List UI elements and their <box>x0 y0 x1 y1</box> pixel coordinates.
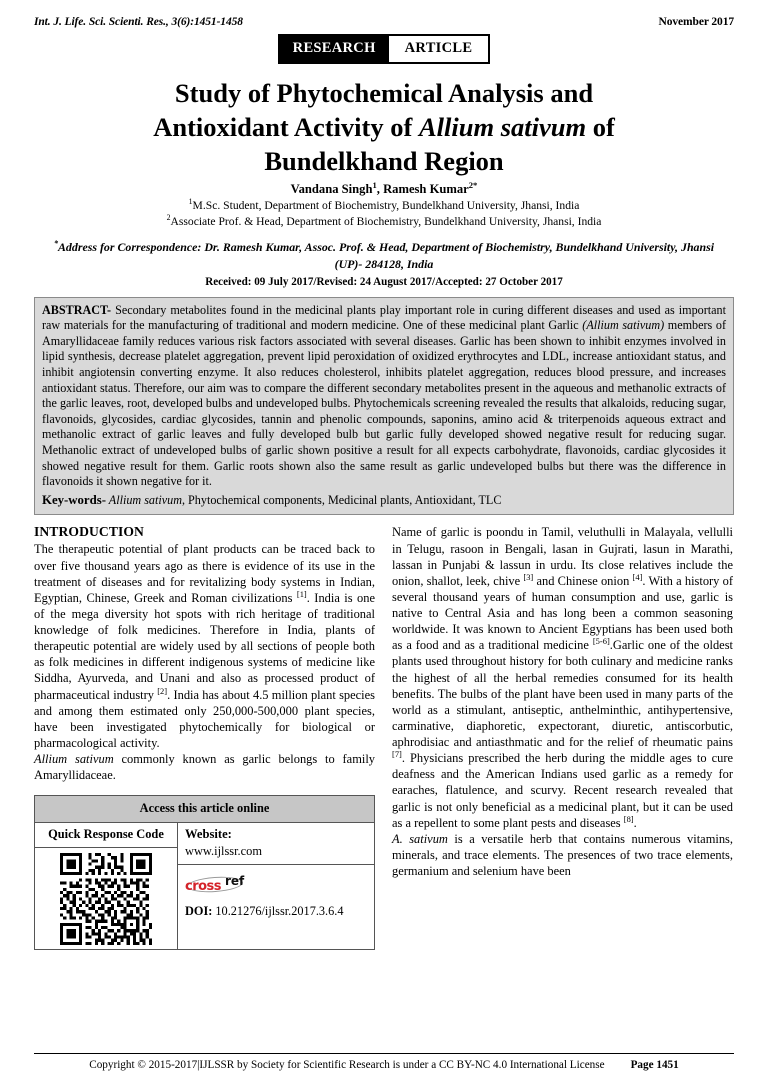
qr-code-container[interactable] <box>35 848 177 949</box>
access-box-heading: Access this article online <box>35 796 374 823</box>
correspondence-address <box>34 239 734 273</box>
right-p1-d: .Garlic one of the oldest plants used throughout history for both culinary and medicine ranks the highest of all the herbal remedies consumed for its health benefits. The bulbs of the plant have been used in many parts of the world as a stimulant, antiseptic, anthelminthic, antihypertensive, carminative, diaphoretic, expectorant, diuretic, antiscorbutic, aphrodisiac and antiasthmatic and for the relief of rheumatic pains <box>392 638 733 750</box>
author-name-1: Vandana Singh <box>290 181 373 196</box>
citation-ref-7: [7] <box>392 749 402 760</box>
title-line-3: Bundelkhand Region <box>264 145 504 176</box>
affiliation-1 <box>34 198 734 214</box>
right-p2-rest: is a versatile herb that contains numerous vitamins, minerals, and trace elements. The presences of two trace elements, germanium and selenium have been <box>392 831 733 879</box>
issue-date: November 2017 <box>658 16 734 28</box>
intro-species-name: Allium sativum <box>34 752 114 767</box>
affiliation-1-marker: 1 <box>188 196 193 206</box>
page-title <box>34 77 734 179</box>
citation-ref-4: [4] <box>632 571 643 582</box>
page-number: Page 1451 <box>630 1059 679 1071</box>
access-article-online-box <box>34 795 375 950</box>
page-footer <box>34 1053 734 1071</box>
journal-citation: Int. J. Life. Sci. Scienti. Res., 3(6):1451-1458 <box>34 16 243 28</box>
correspondence-marker: * <box>53 238 58 248</box>
intro-p1-b: . India is one of the mega diversity hot spots with rich heritage of traditional knowledge of folk medicines. Therefore in India, plants of therapeutic potential are widely used by all sections of people both as folk medicines in different indigenous systems of medicine like Siddha, Ayurveda, and Unani and also as processed product of pharmaceutical industry <box>34 590 375 702</box>
keywords-species-name: Allium sativum <box>105 492 182 507</box>
left-column <box>34 524 375 950</box>
citation-ref-5-6: [5-6] <box>592 636 610 647</box>
intro-p1-c: . India has about 4.5 million plant species and among them estimated only 250,000-500,000 plant species, have been investigated phytochemically for biological or pharmacological activity. <box>34 687 375 750</box>
keywords-label: Key-words- <box>42 492 106 507</box>
submission-dates: Received: 09 July 2017/Revised: 24 August 2017/Accepted: 27 October 2017 <box>205 275 563 288</box>
right-p1-f: . <box>633 815 637 830</box>
info-column <box>178 823 374 949</box>
correspondence-line-2: University, Jhansi (UP)- 284128, India <box>334 239 715 271</box>
crossref-logo-icon <box>185 874 263 895</box>
abstract-text-part-2: members of Amaryllidaceae family reduces various risk factors associated with several diseases. Garlic has been shown to inhibit enzymes involved in lipid synthesis, decrease platelet aggregation, prevent lipid peroxidation of oxidized erythrocytes and LDL, increase antioxidant status, and inhibit angiotensin converting enzyme. It also reduces cholesterol, inhibits platelet aggregation, reduces blood pressure, and increases antioxidant status. Therefore, our aim was to compare the different secondary metabolites present in the aqueous and methanolic extracts of the garlic leaves, root, developed bulbs and undeveloped bulbs. Phytochemicals screening revealed the results that alkaloids, reducing sugar, flavonoids, glycosides, cardiac glycosides, tannin and phenolic compounds, saponins, amino acid & triterpenoids aqueous extract and methanolic extract of garlic leaves and fully developed bulb but garlic fully developed showed negative result for reducing sugar. Methanolic extract of undeveloped bulbs of garlic shown positive a result for all expects carbohydrate, flavonoids, cardiac glycosides it showed negative result for them. Garlic roots shown also the same result as garlic undeveloped bulbs but there was the difference in flavonoids it shown negative for it. <box>42 318 727 489</box>
body-columns <box>34 524 734 950</box>
access-box-body <box>35 823 374 949</box>
running-head <box>34 16 734 28</box>
abstract-label: ABSTRACT- <box>42 302 112 317</box>
website-label: Website: <box>185 827 232 842</box>
doi-value[interactable]: 10.21276/ijlssr.2017.3.6.4 <box>212 904 344 919</box>
right-p1-a: Name of garlic is poondu in Tamil, veluthulli in Malayala, vellulli in Telugu, rasoon in Bengali, lasan in Gujrati, lasun in Marathi, lassan in Punjabi & lassun in urdu. Its close relatives include the onion, shallot, leek, chive <box>392 525 733 588</box>
right-p1-c: . With a history of several thousand years of human consumption and use, garlic is native to Central Asia and has long been a common seasoning worldwide. It was known to Ancient Egyptians has been used both as a food and as a traditional medicine <box>392 573 733 653</box>
author-2-affiliation-marker: 2* <box>468 179 478 190</box>
abstract-text-part-1: Secondary metabolites found in the medicinal plants play important role in curing different diseases and used as important raw materials for the manufacturing of traditional and modern medicine. One of these medicinal plant Garlic <box>42 302 726 333</box>
right-p1-b: and Chinese onion <box>533 573 633 588</box>
intro-paragraph-2 <box>34 751 375 783</box>
affiliation-2-text: Associate Prof. & Head, Department of Biochemistry, Bundelkhand University, Jhansi, India <box>170 214 602 228</box>
intro-p1-a: The therapeutic potential of plant products can be traced back to over five thousand years ago as there is evidence of its use in the treatment of diseases and for revitalizing body systems in Indian, Egyptian, Chinese, Greek and Roman civilizations <box>34 542 375 605</box>
doi-cell <box>178 865 374 949</box>
abstract-species-name: (Allium sativum) <box>582 318 665 333</box>
title-line-2-post: of <box>586 111 615 142</box>
copyright-notice: Copyright © 2015-2017|IJLSSR by Society for Scientific Research is under a CC BY-NC 4.0 International License <box>89 1059 605 1071</box>
right-paragraph-2 <box>392 831 733 879</box>
intro-paragraph-1 <box>34 541 375 751</box>
affiliation-2-marker: 2 <box>166 212 171 222</box>
author-separator: , <box>376 181 384 196</box>
banner-research-label: RESEARCH <box>280 36 389 62</box>
doi-label: DOI: <box>185 904 213 919</box>
abstract-box <box>34 297 734 516</box>
right-paragraph-1 <box>392 524 733 830</box>
crossref-logo-ref-text: ref <box>225 874 245 889</box>
keywords-line <box>42 492 726 509</box>
author-list <box>34 179 734 197</box>
doi-line <box>185 904 367 919</box>
right-p1-e: . Physicians prescribed the herb during the middle ages to cure deafness and the American Indians used garlic as a remedy for earaches, flatulence, and scurvy. Recent research revealed that garlic is not only beneficial as a medicinal plant, but it can be used as a repellent to some plant pests and diseases <box>392 751 733 830</box>
affiliation-2 <box>34 214 734 230</box>
author-1-affiliation-marker: 1 <box>372 179 377 190</box>
citation-ref-1: [1] <box>296 588 307 599</box>
section-heading-introduction: INTRODUCTION <box>34 524 144 540</box>
qr-column <box>35 823 178 949</box>
citation-ref-2: [2] <box>157 685 168 696</box>
right-column <box>392 524 733 950</box>
title-line-1: Study of Phytochemical Analysis and <box>174 78 594 108</box>
abstract-paragraph <box>42 303 726 490</box>
title-species-name: Allium sativum <box>418 111 587 142</box>
citation-ref-8: [8] <box>623 813 634 824</box>
qr-column-heading: Quick Response Code <box>35 823 177 848</box>
banner-article-label: ARTICLE <box>389 36 489 62</box>
keywords-list: , Phytochemical components, Medicinal plants, Antioxidant, TLC <box>181 492 502 507</box>
crossref-logo-cross-text: cross <box>185 879 222 895</box>
affiliation-1-text: M.Sc. Student, Department of Biochemistry, Bundelkhand University, Jhansi, India <box>192 198 580 212</box>
affiliations <box>34 198 734 230</box>
citation-ref-3: [3] <box>523 571 534 582</box>
intro-p2-rest: commonly known as garlic belongs to family Amaryllidaceae. <box>34 752 376 783</box>
correspondence-line-1: Address for Correspondence: Dr. Ramesh Kumar, Assoc. Prof. & Head, Department of Biochemistry, Bundelkhand <box>58 239 623 254</box>
website-url[interactable]: www.ijlssr.com <box>185 844 262 859</box>
website-cell <box>178 823 374 865</box>
article-type-banner-wrap <box>34 34 734 64</box>
title-line-2-pre: Antioxidant Activity of <box>153 111 419 142</box>
right-species-name: A. sativum <box>392 831 448 846</box>
author-name-2: Ramesh Kumar <box>383 181 469 196</box>
article-type-banner <box>278 34 491 64</box>
qr-code-icon[interactable] <box>60 853 152 945</box>
